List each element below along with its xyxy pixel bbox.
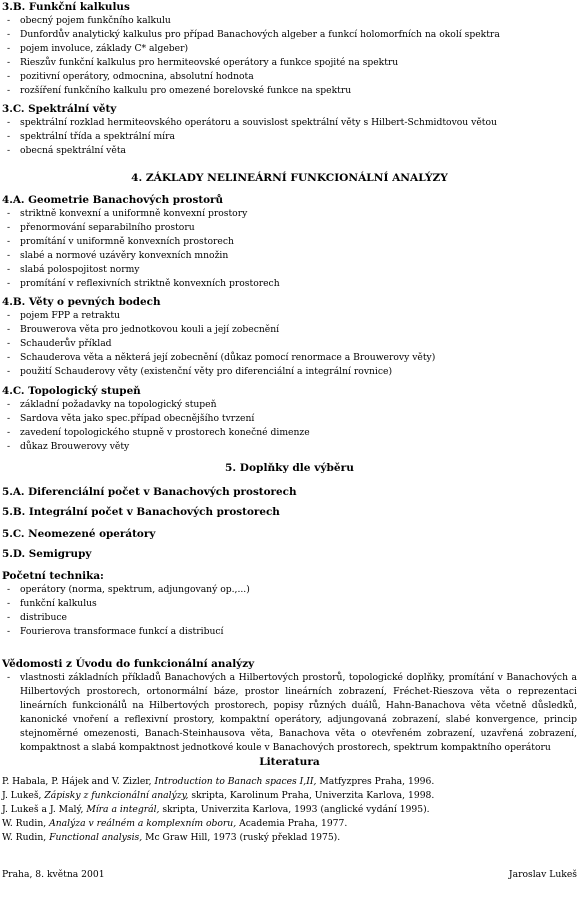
section-4c: [2, 384, 577, 454]
list-item: - pozitivní operátory, odmocnina, absolutní hodnota: [2, 70, 577, 84]
reference-item: [2, 817, 577, 831]
list-item: - operátory (norma, spektrum, adjungovaný op.,...): [2, 583, 577, 597]
list-item: - důkaz Brouwerovy věty: [2, 440, 577, 454]
ref-publisher: Matfyzpres Praha, 1996.: [316, 776, 435, 787]
reference-item: [2, 775, 577, 789]
list-item: - Rieszův funkční kalkulus pro hermiteovské operátory a funkce spojité na spektru: [2, 56, 577, 70]
list-item: - Fourierova transformace funkcí a distribucí: [2, 625, 577, 639]
section-4b: [2, 295, 577, 379]
list-item: - promítání v reflexivních striktně konvexních prostorech: [2, 277, 577, 291]
list-item: - funkční kalkulus: [2, 597, 577, 611]
section-5d-title: 5.D. Semigrupy: [2, 548, 92, 560]
footer-author: Jaroslav Lukeš: [508, 869, 577, 880]
ref-title: Analýza v reálném a komplexním oboru,: [49, 818, 237, 829]
item-list: [2, 583, 577, 639]
ref-authors: P. Habala, P. Hájek and V. Zizler,: [2, 776, 155, 787]
ref-title: Introduction to Banach spaces I,II,: [154, 776, 317, 787]
list-item: - obecná spektrální věta: [2, 144, 577, 158]
list-item: - pojem involuce, základy C* algeber): [2, 42, 577, 56]
section-title: Vědomosti z Úvodu do funkcionální analýzy: [2, 658, 255, 670]
list-item: - Sardova věta jako spec.případ obecnějšího tvrzení: [2, 412, 577, 426]
list-item: - použití Schauderovy věty (existenční věty pro diferenciální a integrální rovnice): [2, 365, 577, 379]
section-technika: [2, 569, 577, 639]
list-item: - distribuce: [2, 611, 577, 625]
list-item: - Brouwerova věta pro jednotkovou kouli a její zobecnění: [2, 323, 577, 337]
ref-publisher: Mc Graw Hill, 1973 (ruský překlad 1975).: [142, 832, 341, 843]
list-item: - slabé a normové uzávěry konvexních množin: [2, 249, 577, 263]
ref-authors: J. Lukeš,: [2, 790, 45, 801]
reference-item: [2, 789, 577, 803]
item-list: [2, 116, 577, 158]
reference-list: [2, 775, 577, 845]
list-item: - spektrální třída a spektrální míra: [2, 130, 577, 144]
section-title: 3.C. Spektrální věty: [2, 103, 117, 115]
reference-item: [2, 803, 577, 817]
section-title: Početní technika:: [2, 570, 104, 582]
section-4a: [2, 193, 577, 291]
literatura-title: Literatura: [259, 756, 320, 768]
list-item: - základní požadavky na topologický stupeň: [2, 398, 577, 412]
list-item: - promítání v uniformně konvexních prostorech: [2, 235, 577, 249]
ref-authors: W. Rudin,: [2, 832, 50, 843]
reference-item: [2, 831, 577, 845]
section-5b-title: 5.B. Integrální počet v Banachových prostorech: [2, 506, 280, 518]
ref-title: Functional analysis,: [49, 832, 143, 843]
chapter-4-title: 4. ZÁKLADY NELINEÁRNÍ FUNKCIONÁLNÍ ANALÝZY: [131, 172, 448, 184]
list-item: - přenormování separabilního prostoru: [2, 221, 577, 235]
vedomosti-paragraph: - vlastnosti základních příkladů Banachových a Hilbertových prostorů, topologické doplňky, promítání v Banachových a Hilbertových prostorech, ortonormální báze, prostor lineárních zobrazení, Fréchet-Rieszova věta o reprezentaci lineárních funkcionálů na Hilbertových prostorech, popisy různých duálů, Hahn-Banachova věta včetně důsledků, kanonické vnoření a reflexivní prostory, kompaktní operátory, adjungovaná zobrazení, slabé konvergence, princip stejnoměrné omezenosti, Banach-Steinhausova věta, Banachova věta o otevřeném zobrazení, uzavřená zobrazení, kompaktnost a slabá kompaktnost jednotkové koule v Banachových prostorech, spektrum kompaktního operátoru: [2, 671, 577, 755]
section-3b: [2, 0, 577, 98]
section-5c-title: 5.C. Neomezené operátory: [2, 528, 156, 540]
page-footer: [2, 868, 577, 882]
ref-publisher: skripta, Univerzita Karlova, 1993 (anglické vydání 1995).: [159, 804, 430, 815]
section-title: 4.B. Věty o pevných bodech: [2, 296, 161, 308]
item-list: [2, 309, 577, 379]
list-item: - slabá polospojitost normy: [2, 263, 577, 277]
list-item: - striktně konvexní a uniformně konvexní prostory: [2, 207, 577, 221]
ref-authors: W. Rudin,: [2, 818, 50, 829]
section-vedomosti: [2, 657, 577, 755]
list-item: - Schauderův příklad: [2, 337, 577, 351]
list-item: - Dunfordův analytický kalkulus pro případ Banachových algeber a funkcí holomorfních na okolí spektra: [2, 28, 577, 42]
footer-place-date: Praha, 8. května 2001: [2, 869, 105, 880]
item-list: [2, 398, 577, 454]
list-item: - obecný pojem funkčního kalkulu: [2, 14, 577, 28]
section-5a-title: 5.A. Diferenciální počet v Banachových prostorech: [2, 486, 297, 498]
section-title: 4.A. Geometrie Banachových prostorů: [2, 194, 224, 206]
ref-title: Míra a integrál,: [86, 804, 160, 815]
ref-authors: J. Lukeš a J. Malý,: [2, 804, 87, 815]
item-list: [2, 14, 577, 98]
section-3c: [2, 102, 577, 158]
list-item: - spektrální rozklad hermiteovského operátoru a souvislost spektrální věty s Hilbert-Schmidtovou větou: [2, 116, 577, 130]
section-title: 4.C. Topologický stupeň: [2, 385, 141, 397]
list-item: - Schauderova věta a některá její zobecnění (důkaz pomocí renormace a Brouwerovy věty): [2, 351, 577, 365]
ref-title: Zápisky z funkcionální analýzy,: [44, 790, 189, 801]
list-item: - pojem FPP a retraktu: [2, 309, 577, 323]
section-title: 3.B. Funkční kalkulus: [2, 1, 130, 13]
list-item: - rozšíření funkčního kalkulu pro omezené borelovské funkce na spektru: [2, 84, 577, 98]
ref-publisher: skripta, Karolinum Praha, Univerzita Karlova, 1998.: [188, 790, 435, 801]
ref-publisher: Academia Praha, 1977.: [236, 818, 348, 829]
item-list: [2, 207, 577, 291]
chapter-5-title: 5. Doplňky dle výběru: [225, 462, 354, 474]
list-item: - zavedení topologického stupně v prostorech konečné dimenze: [2, 426, 577, 440]
